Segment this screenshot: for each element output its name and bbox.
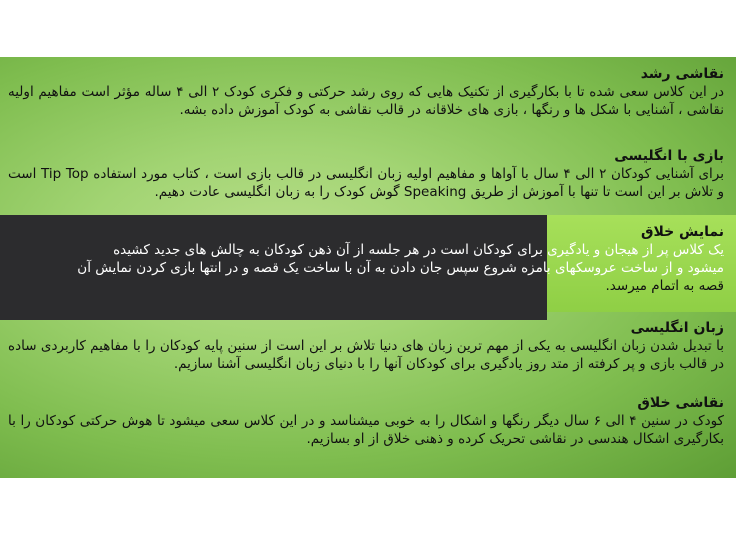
section-text: در این کلاس سعی شده تا با بکارگیری از تکنیک هایی که روی رشد حرکتی و فکری کودک ۲ الی ۴ ساله مؤثر است مفاهیم اولیه نقاشی ، آشنایی با شکل ها و رنگها ، بازی های خلاقانه در قالب نقاشی به کودک آموزش داده بشه.: [8, 84, 724, 118]
section-text-line: قصه به اتمام میرسد.: [605, 278, 724, 294]
section-english-language: [8, 319, 724, 373]
section-text: کودک در سنین ۴ الی ۶ سال دیگر رنگها و اشکال را به خوبی میشناسد و در این کلاس سعی میشود تا هوش حرکتی کودکان را با بکارگیری اشکال هندسی در نقاشی تحریک کرده و ذهنی خلاق از او بسازیم.: [8, 413, 724, 447]
section-text: با تبدیل شدن زبان انگلیسی به یکی از مهم ترین زبان های دنیا تلاش بر این است از سنین پایه کودکان را با مفاهیم کاربردی ساده در قالب بازی و پر کرفته از متد روز یادگیری برای کودکان آنها را با دنیای زبان انگلیسی آشنا سازیم.: [8, 338, 724, 372]
slide: [0, 57, 736, 478]
section-text-line: یک کلاس پر از هیجان و یادگیری برای کودکان است در هر جلسه از آن ذهن کودکان به چالش های جدید کشیده: [113, 242, 724, 258]
section-title: بازی با انگلیسی: [614, 148, 724, 164]
section-english-play: [8, 147, 724, 201]
section-creative-painting: [8, 394, 724, 448]
section-text: برای آشنایی کودکان ۲ الی ۴ سال با آواها و مفاهیم اولیه زبان انگلیسی در قالب بازی است ، کتاب مورد استفاده Tip Top است و تلاش بر این است تا تنها با آموزش از طریق Speaking گوش کودک را به زبان انگلیسی عادت دهیم.: [8, 166, 724, 200]
section-title: نقاشی رشد: [640, 66, 724, 82]
section-growth-painting: [8, 65, 724, 119]
section-title: زبان انگلیسی: [630, 320, 724, 336]
section-creative-show: [8, 223, 724, 295]
section-title: نمایش خلاق: [640, 224, 724, 240]
section-title: نقاشی خلاق: [637, 395, 724, 411]
section-text-line: میشود و از ساخت عروسکهای بامزه شروع سپس جان دادن به آن با ساخت یک قصه و در انتها بازی کردن نمایش آن: [77, 260, 724, 276]
